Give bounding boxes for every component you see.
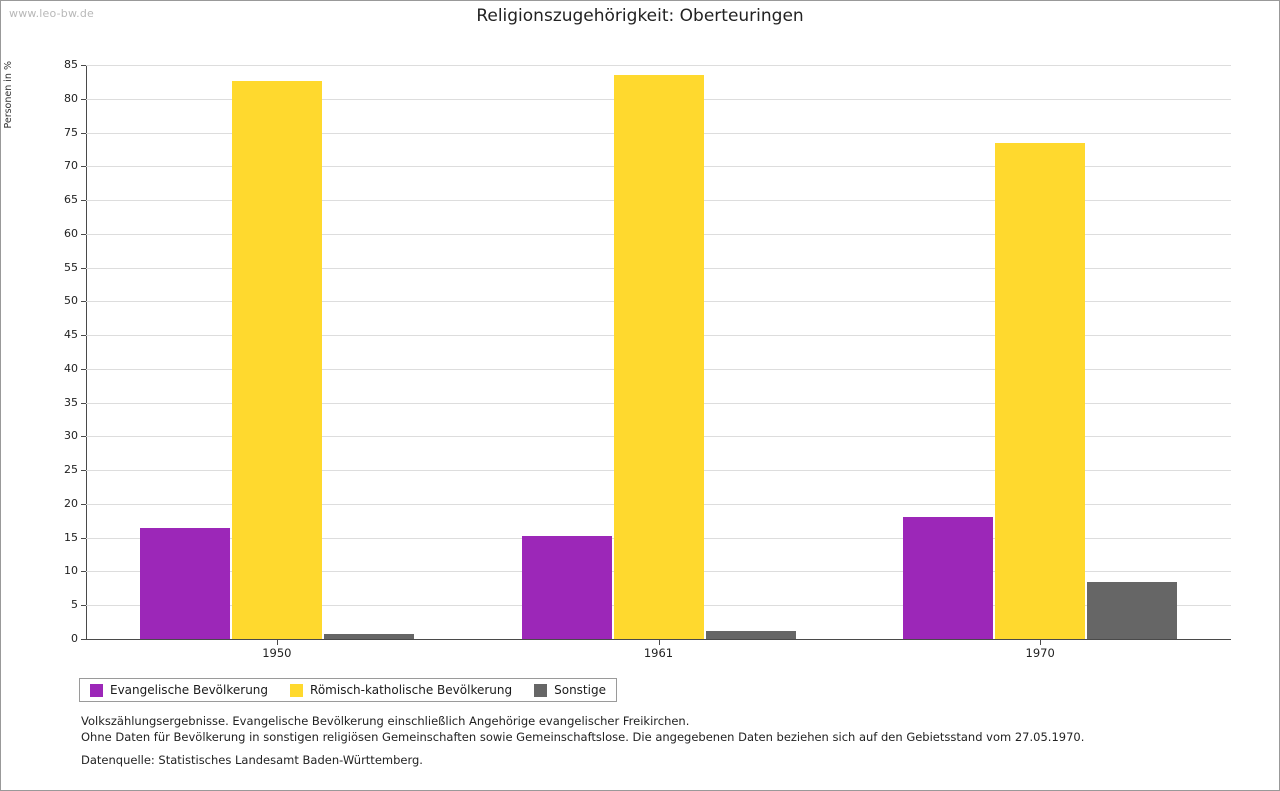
legend-label: Römisch-katholische Bevölkerung [310, 683, 513, 697]
legend-swatch-icon [290, 684, 303, 697]
y-tick-label: 0 [71, 632, 78, 645]
bar [706, 631, 796, 639]
y-tick-mark [81, 234, 86, 235]
bar [522, 536, 612, 639]
y-tick-mark [81, 639, 86, 640]
y-axis-label: Personen in % [3, 61, 14, 129]
y-tick-mark [81, 99, 86, 100]
x-tick-mark [277, 640, 278, 645]
y-tick-label: 5 [71, 598, 78, 612]
y-tick-mark [81, 200, 86, 201]
bar [995, 143, 1085, 639]
y-tick-mark [81, 403, 86, 404]
y-tick-label: 75 [64, 125, 78, 139]
y-tick-mark [81, 166, 86, 167]
y-tick-mark [81, 133, 86, 134]
y-tick-label: 25 [64, 463, 78, 477]
data-source: Datenquelle: Statistisches Landesamt Baden-Württemberg. [81, 753, 423, 767]
y-tick-label: 45 [64, 328, 78, 342]
plot-area [64, 58, 1231, 660]
bar [903, 517, 993, 639]
page-title: Religionszugehörigkeit: Oberteuringen [476, 6, 804, 26]
y-tick-mark [81, 268, 86, 269]
bar [140, 528, 230, 639]
bar [1087, 582, 1177, 639]
gridline [86, 65, 1231, 66]
x-tick-label: 1970 [1025, 646, 1055, 660]
y-tick-mark [81, 436, 86, 437]
y-tick-label: 30 [64, 429, 78, 443]
y-tick-label: 40 [64, 361, 78, 375]
bar [324, 634, 414, 639]
x-tick-label: 1961 [643, 646, 674, 660]
bar [614, 75, 704, 639]
legend-entry [290, 683, 512, 697]
footnote-line-1: Volkszählungsergebnisse. Evangelische Bevölkerung einschließlich Angehörige evangelischer Freikirchen. [81, 714, 690, 728]
x-tick-mark [1040, 640, 1041, 645]
y-tick-label: 85 [64, 58, 78, 71]
y-tick-mark [81, 335, 86, 336]
y-tick-mark [81, 369, 86, 370]
watermark: www.leo-bw.de [9, 7, 95, 20]
y-tick-label: 10 [64, 564, 78, 578]
y-tick-mark [81, 571, 86, 572]
y-tick-mark [81, 301, 86, 302]
legend-entry [534, 683, 606, 697]
legend-label: Evangelische Bevölkerung [110, 683, 269, 697]
y-tick-label: 20 [64, 496, 78, 510]
footnotes [81, 713, 1084, 745]
legend-label: Sonstige [554, 683, 606, 697]
y-tick-label: 65 [64, 193, 78, 207]
legend [79, 678, 617, 702]
x-tick-label: 1950 [262, 646, 292, 660]
bar [232, 81, 322, 639]
legend-swatch-icon [534, 684, 547, 697]
y-tick-label: 15 [64, 530, 78, 544]
x-tick-mark [659, 640, 660, 645]
legend-swatch-icon [90, 684, 103, 697]
legend-entry [90, 683, 268, 697]
y-tick-label: 70 [64, 159, 78, 173]
y-tick-mark [81, 605, 86, 606]
y-tick-label: 60 [64, 226, 78, 240]
y-tick-mark [81, 504, 86, 505]
footnote-line-2: Ohne Daten für Bevölkerung in sonstigen religiösen Gemeinschaften sowie Gemeinschaftslose. Die angegebenen Daten beziehen sich auf den Gebietsstand vom 27.05.1970. [81, 730, 1085, 744]
y-tick-mark [81, 538, 86, 539]
y-axis-line [86, 65, 87, 640]
y-tick-mark [81, 65, 86, 66]
y-tick-label: 35 [64, 395, 78, 409]
y-tick-label: 80 [64, 91, 78, 105]
y-tick-label: 50 [64, 294, 78, 308]
y-tick-label: 55 [64, 260, 78, 274]
y-tick-mark [81, 470, 86, 471]
